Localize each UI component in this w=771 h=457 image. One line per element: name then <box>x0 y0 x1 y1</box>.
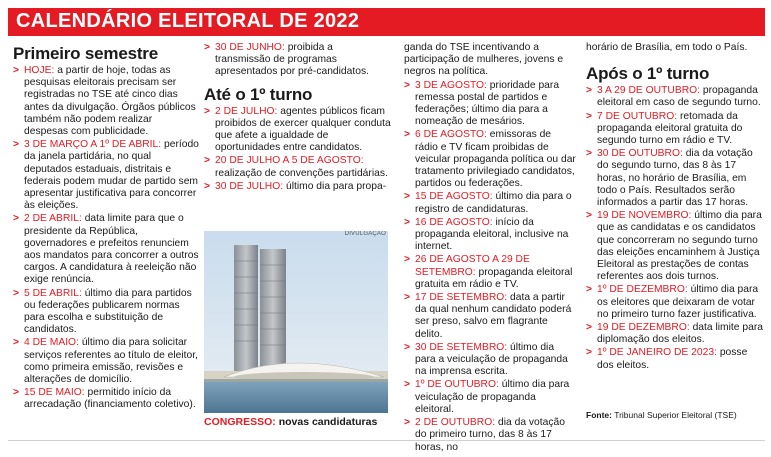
entry-date: HOJE: <box>24 65 55 76</box>
entry-date: 19 DE NOVEMBRO: <box>597 210 692 222</box>
chevron-right-icon: > <box>586 322 593 334</box>
chevron-right-icon: > <box>13 213 20 225</box>
entry-text: realização de convenções partidárias. <box>215 167 388 179</box>
entry-date: 17 DE SETEMBRO: <box>415 292 508 304</box>
entry-text: emissoras de rádio e TV ficam proibidas de veicular propaganda política ou dar tratamento privilegiado candidatos, partidos ou federações. <box>415 129 576 190</box>
calendar-entry <box>404 217 576 254</box>
calendar-entry <box>204 155 391 179</box>
entry-date: 30 DE JUNHO: <box>215 42 285 53</box>
entry-text: último dia para que as candidatas e os candidatos que concorreram no segundo turno das eleições encaminhem à Justiça Eleitoral as prestações de contas referentes aos dois turnos. <box>597 210 762 283</box>
source-text: Tribunal Superior Eleitoral (TSE) <box>614 410 737 420</box>
entry-text: início da propaganda eleitoral, inclusive na internet. <box>415 216 569 253</box>
calendar-entry <box>204 106 391 155</box>
entry-date: 3 DE MARÇO A 1º DE ABRIL: <box>24 139 162 151</box>
entry-date: 15 DE MAIO: <box>24 387 85 399</box>
entry-date: 7 DE OUTUBRO: <box>597 110 678 122</box>
divider <box>8 440 765 441</box>
event-list <box>204 42 391 79</box>
calendar-entry <box>13 139 199 212</box>
calendar-entry <box>404 417 576 454</box>
calendar-entry <box>586 210 764 283</box>
event-list <box>13 65 199 412</box>
entry-text: agentes públicos ficam proibidos de exercer qualquer conduta que afete a igualdade de oportunidades entre candidatos. <box>215 105 391 154</box>
entry-date: 30 DE OUTUBRO: <box>597 148 683 160</box>
section-title-primeiro-semestre: Primeiro semestre <box>13 44 158 63</box>
chevron-right-icon: > <box>404 216 411 228</box>
photo-caption <box>204 416 394 428</box>
entry-date: 6 DE AGOSTO: <box>415 129 487 141</box>
column-continuation <box>404 42 576 455</box>
calendar-entry <box>204 181 391 193</box>
entry-date: 3 DE AGOSTO: <box>415 79 487 91</box>
header-banner <box>8 8 765 36</box>
entry-text: dia da votação do segundo turno, das 8 às 17 horas, no horário de Brasília, em todo o País. Resultados serão informados a partir das 17 horas. <box>597 148 753 209</box>
continuation-text: horário de Brasília, em todo o País. <box>586 42 748 53</box>
entry-date: 19 DE DEZEMBRO: <box>597 322 690 334</box>
entry-date: 3 A 29 DE OUTUBRO: <box>597 85 701 97</box>
entry-text: retomada da propaganda eleitoral gratuita do segundo turno em rádio e TV. <box>597 110 743 147</box>
chevron-right-icon: > <box>404 191 411 203</box>
entry-date: 26 DE AGOSTO A 29 DE SETEMBRO: <box>415 254 530 278</box>
section-title-apos-primeiro-turno: Após o 1º turno <box>586 64 710 84</box>
chevron-right-icon: > <box>13 387 20 399</box>
entry-text: permitido início da arrecadação (financiamento coletivo). <box>24 387 196 411</box>
calendar-entry <box>586 148 764 209</box>
entry-date: 30 DE SETEMBRO: <box>415 341 508 353</box>
calendar-entry <box>404 292 576 341</box>
congress-photo <box>204 231 388 413</box>
column-apos-primeiro-turno <box>586 42 764 373</box>
entry-text: último dia para propa- <box>285 180 387 192</box>
calendar-entry <box>13 65 199 138</box>
calendar-entry <box>404 254 576 291</box>
section-title-ate-primeiro-turno: Até o 1º turno <box>204 84 313 104</box>
calendar-entry <box>13 387 199 411</box>
calendar-entry <box>404 80 576 129</box>
entry-text: prioridade para remessa postal de partidos e federações; último dia para a nomeação de mesários. <box>415 79 560 128</box>
calendar-entry <box>586 322 764 346</box>
entry-date: 16 DE AGOSTO: <box>415 216 493 228</box>
source-note <box>586 410 737 420</box>
calendar-entry <box>404 129 576 190</box>
calendar-entry <box>204 42 391 79</box>
calendar-entry <box>404 191 576 215</box>
entry-date: 5 DE ABRIL: <box>24 287 82 299</box>
entry-date: 30 DE JULHO: <box>215 180 284 192</box>
entry-date: 15 DE AGOSTO: <box>415 191 493 203</box>
entry-text: último dia para a veiculação de propaganda na imprensa escrita. <box>415 341 568 378</box>
calendar-entry <box>586 111 764 148</box>
chevron-right-icon: > <box>13 337 20 349</box>
entry-text: data a partir da qual nenhum candidato poderá ser preso, salvo em flagrante delito. <box>415 292 572 340</box>
event-list <box>586 85 764 372</box>
chevron-right-icon: > <box>586 85 593 97</box>
column-primeiro-semestre <box>13 42 199 413</box>
entry-text: data limite para que o presidente da República, governadores e prefeitos renunciem aos mandatos para concorrer a outros cargos. A candidatura à reeleição não exige renúncia. <box>24 213 199 286</box>
entry-text: último dia para os eleitores que deixaram de votar no primeiro turno fazer justificativa. <box>597 284 759 320</box>
chevron-right-icon: > <box>586 110 593 122</box>
chevron-right-icon: > <box>404 79 411 91</box>
entry-text: último dia para o registro de candidaturas. <box>415 191 572 215</box>
chevron-right-icon: > <box>204 42 211 53</box>
chevron-right-icon: > <box>404 129 411 141</box>
chevron-right-icon: > <box>204 155 211 167</box>
entry-text: dia da votação do primeiro turno, das 8 às 17 horas, no <box>415 417 565 453</box>
entry-date: 4 DE MAIO: <box>24 337 79 349</box>
chevron-right-icon: > <box>404 341 411 353</box>
calendar-entry <box>586 85 764 109</box>
column-ate-primeiro-turno <box>204 42 391 194</box>
entry-date: 2 DE ABRIL: <box>24 213 82 225</box>
entry-text: último dia para partidos ou federações publicarem normas para escolha e substituição de candidatos. <box>24 287 192 336</box>
entry-date: 2 DE OUTUBRO: <box>415 417 496 429</box>
chevron-right-icon: > <box>404 292 411 304</box>
entry-text: último dia para veiculação de propaganda eleitoral. <box>415 379 570 415</box>
entry-text: propaganda eleitoral em caso de segundo turno. <box>597 85 761 109</box>
calendar-entry <box>13 288 199 337</box>
chevron-right-icon: > <box>404 417 411 429</box>
entry-text: data limite para diplomação dos eleitos. <box>597 322 763 346</box>
continuation-text: ganda do TSE incentivando a participação de mulheres, jovens e negros na política. <box>404 42 564 78</box>
calendar-entry <box>13 337 199 386</box>
chevron-right-icon: > <box>586 148 593 160</box>
entry-date: 1º DE JANEIRO DE 2023: <box>597 347 717 359</box>
entry-text: propaganda eleitoral gratuita em rádio e TV. <box>415 266 573 290</box>
event-list <box>404 80 576 454</box>
chevron-right-icon: > <box>13 65 20 76</box>
calendar-entry <box>586 347 764 371</box>
chevron-right-icon: > <box>586 210 593 222</box>
caption-text: novas candidaturas <box>278 416 378 428</box>
entry-text: período da janela partidária, no qual deputados estaduais, distritais e federais podem mudar de partido sem apresentar justificativa para concorrer às eleições. <box>24 139 199 212</box>
chevron-right-icon: > <box>586 347 593 359</box>
chevron-right-icon: > <box>586 284 593 296</box>
calendar-entry <box>13 213 199 286</box>
entry-text: último dia para solicitar serviços referentes ao título de eleitor, como primeira emissão, revisões e alterações de domicílio. <box>24 337 198 386</box>
congress-building-illustration <box>204 231 388 413</box>
entry-date: 2 DE JULHO: <box>215 105 278 117</box>
caption-place: CONGRESSO: <box>204 416 276 428</box>
calendar-entry <box>586 284 764 321</box>
chevron-right-icon: > <box>404 254 411 266</box>
chevron-right-icon: > <box>204 180 211 192</box>
chevron-right-icon: > <box>13 139 20 151</box>
chevron-right-icon: > <box>13 287 20 299</box>
source-label: Fonte: <box>586 410 612 420</box>
page-title: CALENDÁRIO ELEITORAL DE 2022 <box>16 10 360 32</box>
calendar-entry <box>404 342 576 379</box>
calendar-entry <box>404 379 576 416</box>
entry-date: 20 DE JULHO A 5 DE AGOSTO: <box>215 155 364 167</box>
entry-date: 1º DE OUTUBRO: <box>415 379 499 391</box>
photo-credit: DIVULGAÇÃO <box>344 231 386 237</box>
entry-text: posse dos eleitos. <box>597 347 748 371</box>
chevron-right-icon: > <box>404 379 411 391</box>
entry-text: proibida a transmissão de programas apresentados por pré-candidatos. <box>215 42 369 78</box>
entry-text: a partir de hoje, todas as pesquisas eleitorais precisam ser registradas no TSE até cinco dias antes da divulgação. Órgãos públicos também não podem realizar despesas com publicidade. <box>24 65 196 138</box>
event-list <box>204 106 391 193</box>
chevron-right-icon: > <box>204 105 211 117</box>
entry-date: 1º DE DEZEMBRO: <box>597 284 688 296</box>
